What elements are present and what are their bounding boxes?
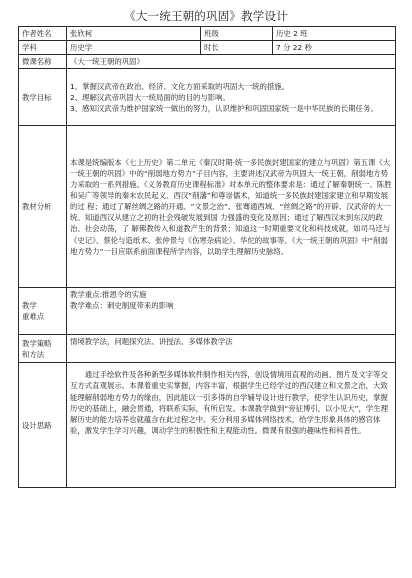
lesson-name-label: 微课名称 xyxy=(19,55,67,69)
methods-text: 情境教学法，问题探究法、讲授法、多媒体教学法 xyxy=(67,335,396,363)
methods-label-line2: 和方法 xyxy=(22,349,45,359)
keypoints-label-line2: 重难点 xyxy=(22,312,45,322)
info-row-subject xyxy=(19,41,396,55)
key-point: 教学重点:推恩令的实施 xyxy=(70,290,147,300)
subject-label: 学科 xyxy=(19,41,67,55)
methods-row xyxy=(19,335,396,363)
info-row-author xyxy=(19,27,396,41)
goal-item: 3、感知汉武帝为维护国家统一做出的努力，认识维护和巩固国家统一是中华民族的长期任务。 xyxy=(70,103,378,113)
class-label: 班级 xyxy=(201,27,273,41)
duration-value: 7 分 22 秒 xyxy=(273,41,396,55)
design-row xyxy=(19,363,396,488)
lesson-plan-table xyxy=(18,26,396,488)
goal-item: 2、理解汉武帝巩固大一统局面的的目的与影响。 xyxy=(70,92,230,102)
author-label: 作者姓名 xyxy=(19,27,67,41)
goals-content xyxy=(67,69,396,126)
duration-label: 时长 xyxy=(201,41,273,55)
keypoints-row xyxy=(19,288,396,335)
methods-label-line1: 教学策略 xyxy=(22,338,52,348)
page-title: 《大一统王朝的巩固》教学设计 xyxy=(124,9,288,23)
subject-value: 历史学 xyxy=(67,41,201,55)
goal-item: 1、掌握汉武帝在政治、经济、文化方面采取的巩固大一统的措施。 xyxy=(70,81,290,91)
keypoints-label-line1: 教学 xyxy=(22,301,37,311)
keypoints-content xyxy=(67,288,396,335)
class-value: 历史 2 班 xyxy=(273,27,396,41)
difficult-point: 教学难点：刺史制度带来的影响 xyxy=(70,301,174,311)
design-text: 通过手绘软件及各种新型多媒体软件制作相关内容，创设情境用直观的动画、图片及文字等交互方式直观展示。本课着重史实掌握，内容丰富，根据学生已经学过的西汉建立和文景之治，大致能理解削弱地方势力的缘由，因此能以一引多得的自学辅导设计进行教学，使学生认识历史，掌握历史的基础上，融会贯通，将联系实际，有所启发。本课教学做到“旁征博引，以小见大”，学生理解历史的能力培养也就蕴含在此过程之中。充分利用多媒体网络技术，给学生形象具体的感官体验，激发学生学习兴趣，调动学生的积极性和主观能动性。微课有很强的趣味性和科普性。 xyxy=(67,363,396,488)
analysis-label: 教材分析 xyxy=(19,126,67,288)
analysis-row xyxy=(19,126,396,288)
analysis-text: 本课是统编版本《七上历史》第二单元《秦汉时期·统一多民族封建国家的建立与巩固》第五课《大一统王朝的巩固》中的“削弱地方势力”子目内容，主要讲述汉武帝为巩固大一统王朝，削弱地方势力采取的一系列措施。《义务教育历史课程标准》对本单元的整体要求是：通过了解秦朝统一、陈胜和吴广等领导的秦末农民起义、西汉“削藩”和尊崇儒术，知道统一多民族封建国家建立和早期发展的过 程；通过了解丝绸之路的开通、“文景之治”、张骞通西域、“丝绸之路”的开辟、汉武帝的大一统。知道西汉从建立之初的社会残破发展到国 力强盛的变化及原因；通过了解西汉末到东汉的政治、社会动荡，了 解佛教传入和道教产生的背景；知道这一时期重要文化和科技成就，如司马迁与《史记》、蔡伦与造纸术、张仲景与《伤寒杂病论》、华佗的故事等。《大一统王朝的巩固》中“削弱地方势力”一目应联系前面课程所学内容，以助学生理解历史脉络。 xyxy=(67,126,396,288)
keypoints-label xyxy=(19,288,67,335)
author-value: 张欣柯 xyxy=(67,27,201,41)
design-label: 设计思路 xyxy=(19,363,67,488)
goals-row xyxy=(19,69,396,126)
lesson-name-value: 《大一统王朝的巩固》 xyxy=(67,55,396,69)
info-row-lesson xyxy=(19,55,396,69)
methods-label xyxy=(19,335,67,363)
goals-label: 教学目标 xyxy=(19,69,67,126)
